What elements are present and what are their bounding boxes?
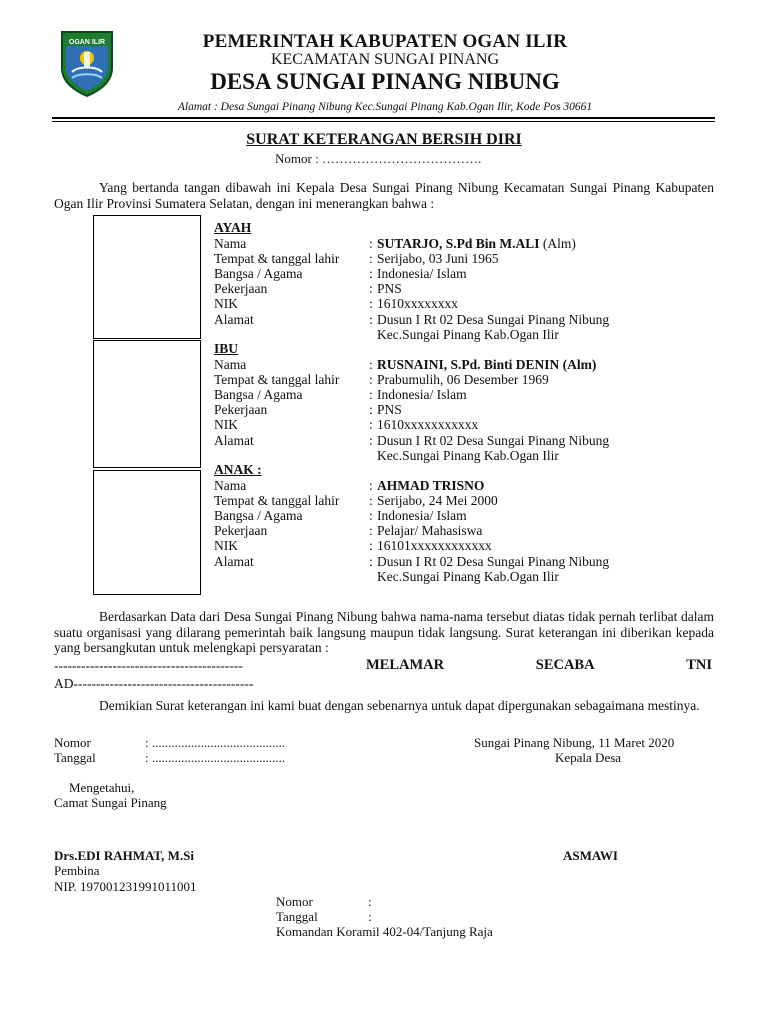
ayah-name: SUTARJO, S.Pd Bin M.ALI — [377, 236, 540, 251]
field-colon: : — [369, 508, 373, 523]
field-label: NIK — [214, 417, 238, 432]
field-colon: : — [369, 538, 373, 553]
field-value: Kec.Sungai Pinang Kab.Ogan Ilir — [377, 569, 559, 584]
section-heading-anak: ANAK : — [214, 462, 262, 477]
anak-name: AHMAD TRISNO — [377, 478, 485, 493]
government-name: PEMERINTAH KABUPATEN OGAN ILIR — [202, 31, 568, 52]
field-label: Alamat — [214, 554, 254, 569]
field-colon: : — [369, 312, 373, 327]
koramil-tanggal-label: Tanggal — [276, 909, 318, 924]
field-value: Kec.Sungai Pinang Kab.Ogan Ilir — [377, 327, 559, 342]
field-colon: : — [369, 433, 373, 448]
field-label: Bangsa / Agama — [214, 266, 303, 281]
field-label: Alamat — [214, 312, 254, 327]
statement-paragraph: Berdasarkan Data dari Desa Sungai Pinang Nibung bahwa nama-nama tersebut diatas tidak pernah terlibat dalam suatu organisasi yang dilarang pemerintah baik langsung maupun tidak langsung. Surat keterangan ini diberikan kepada yang bersangkutan untuk melengkapi persyaratan : — [54, 609, 714, 655]
field-colon: : — [369, 266, 373, 281]
field-label: Nama — [214, 478, 247, 493]
intro-paragraph: Yang bertanda tangan dibawah ini Kepala Desa Sungai Pinang Nibung Kecamatan Sungai Pinang Kabupaten Ogan Ilir Provinsi Sumatera Selatan, dengan ini menerangkan bahwa : — [54, 180, 714, 211]
field-colon: : — [369, 554, 373, 569]
field-colon: : — [369, 251, 373, 266]
purpose-dash-line: ------------------------------------------ — [54, 658, 243, 673]
photo-box-ibu — [93, 340, 201, 468]
field-value: Prabumulih, 06 Desember 1969 — [377, 372, 549, 387]
village-head-title: Kepala Desa — [555, 750, 622, 765]
field-colon: : — [369, 236, 373, 251]
register-tanggal-label: Tanggal — [54, 750, 96, 765]
purpose-text — [366, 657, 712, 674]
document-title: SURAT KETERANGAN BERSIH DIRI — [246, 131, 522, 148]
subdistrict-head-name: Drs.EDI RAHMAT, M.Si — [54, 848, 194, 863]
field-label: Pekerjaan — [214, 402, 268, 417]
purpose-word: TNI — [686, 657, 712, 673]
field-value: Indonesia/ Islam — [377, 387, 467, 402]
field-label: Nama — [214, 357, 247, 372]
subdistrict-head-nip: NIP. 197001231991011001 — [54, 879, 197, 894]
field-colon: : — [369, 281, 373, 296]
field-colon: : — [369, 493, 373, 508]
field-value: PNS — [377, 402, 402, 417]
field-value: Dusun I Rt 02 Desa Sungai Pinang Nibung — [377, 433, 610, 448]
field-value: Kec.Sungai Pinang Kab.Ogan Ilir — [377, 448, 559, 463]
office-address: Alamat : Desa Sungai Pinang Nibung Kec.Sungai Pinang Kab.Ogan Ilir, Kode Pos 30661 — [177, 101, 593, 113]
district-name: KECAMATAN SUNGAI PINANG — [270, 51, 500, 68]
field-colon: : — [369, 387, 373, 402]
field-label: Alamat — [214, 433, 254, 448]
field-value: Indonesia/ Islam — [377, 508, 467, 523]
field-colon: : — [369, 372, 373, 387]
svg-text:OGAN ILIR: OGAN ILIR — [68, 39, 106, 46]
koramil-commander-title: Komandan Koramil 402-04/Tanjung Raja — [276, 924, 493, 939]
section-heading-ayah: AYAH — [214, 220, 252, 235]
koramil-tanggal — [276, 909, 372, 925]
regency-logo — [56, 28, 118, 98]
purpose-word: SECABA — [535, 657, 595, 673]
koramil-nomor — [276, 894, 372, 910]
koramil-tanggal-colon: : — [368, 909, 372, 924]
village-name: DESA SUNGAI PINANG NIBUNG — [210, 69, 560, 94]
field-value: Dusun I Rt 02 Desa Sungai Pinang Nibung — [377, 312, 610, 327]
koramil-nomor-label: Nomor — [276, 894, 313, 909]
field-value: 1610xxxxxxxxxxx — [377, 417, 479, 432]
ibu-name: RUSNAINI, S.Pd. Binti DENIN (Alm) — [377, 357, 597, 372]
header-rule-thick — [52, 117, 715, 119]
koramil-nomor-colon: : — [368, 894, 372, 909]
field-label: Tempat & tanggal lahir — [214, 251, 340, 266]
field-colon: : — [369, 296, 373, 311]
subdistrict-head-title: Camat Sungai Pinang — [54, 795, 167, 810]
field-label: Nama — [214, 236, 247, 251]
purpose-end: AD---------------------------------------- — [54, 676, 254, 691]
subdistrict-head-rank: Pembina — [54, 863, 100, 878]
register-nomor-label: Nomor — [54, 735, 91, 750]
field-value: 16101xxxxxxxxxxxx — [377, 538, 492, 553]
field-colon: : — [369, 402, 373, 417]
field-value: Dusun I Rt 02 Desa Sungai Pinang Nibung — [377, 554, 610, 569]
section-heading-ibu: IBU — [214, 341, 239, 356]
field-label: Bangsa / Agama — [214, 387, 303, 402]
ayah-name-suffix: (Alm) — [539, 236, 576, 251]
field-colon: : — [369, 417, 373, 432]
field-value: PNS — [377, 281, 402, 296]
field-value: 1610xxxxxxxx — [377, 296, 458, 311]
field-value: Pelajar/ Mahasiswa — [377, 523, 483, 538]
closing-paragraph: Demikian Surat keterangan ini kami buat dengan sebenarnya untuk dapat dipergunakan sebagaimana mestinya. — [99, 698, 700, 713]
field-value: Indonesia/ Islam — [377, 266, 467, 281]
header-rule-thin — [52, 121, 715, 122]
field-value — [377, 236, 576, 251]
register-tanggal — [54, 750, 286, 766]
photo-box-anak — [93, 470, 201, 595]
acknowledged-label: Mengetahui, — [69, 780, 135, 795]
field-label: Tempat & tanggal lahir — [214, 493, 340, 508]
field-colon: : — [369, 478, 373, 493]
place-and-date: Sungai Pinang Nibung, 11 Maret 2020 — [474, 735, 675, 750]
register-tanggal-value: : ......................................... — [145, 750, 286, 765]
field-label: Bangsa / Agama — [214, 508, 303, 523]
photo-box-ayah — [93, 215, 201, 339]
field-label: Pekerjaan — [214, 281, 268, 296]
field-value: Serijabo, 24 Mei 2000 — [377, 493, 498, 508]
field-colon: : — [369, 357, 373, 372]
purpose-word: MELAMAR — [366, 657, 445, 673]
field-value: Serijabo, 03 Juni 1965 — [377, 251, 499, 266]
document-number: Nomor : ………………………………. — [275, 151, 482, 166]
field-label: NIK — [214, 296, 238, 311]
register-nomor — [54, 735, 286, 751]
field-label: NIK — [214, 538, 238, 553]
field-label: Pekerjaan — [214, 523, 268, 538]
field-label: Tempat & tanggal lahir — [214, 372, 340, 387]
village-head-name: ASMAWI — [563, 848, 618, 863]
field-colon: : — [369, 523, 373, 538]
register-nomor-value: : ......................................... — [145, 735, 286, 750]
